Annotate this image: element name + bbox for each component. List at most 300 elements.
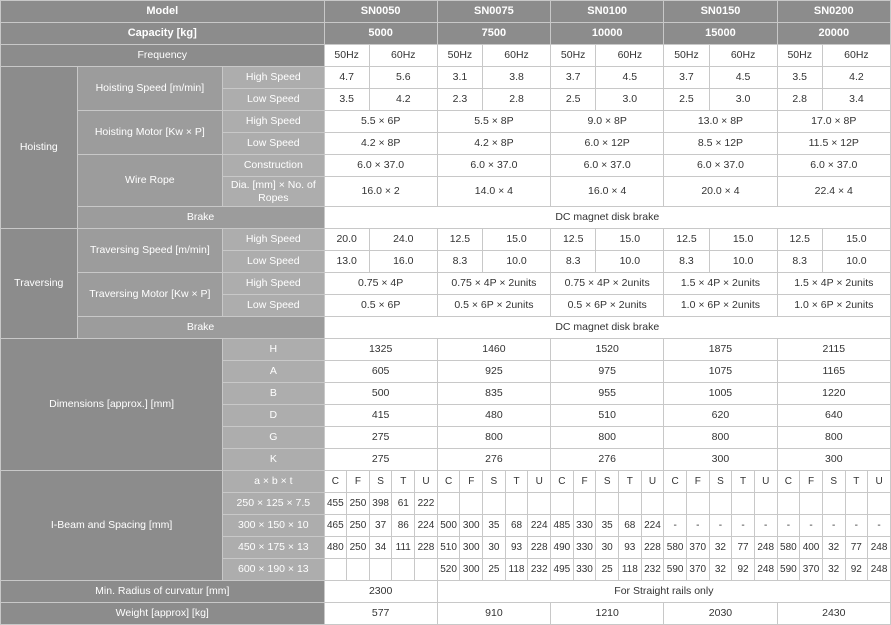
- hoisting-motor-high-value: 5.5 × 8P: [437, 111, 550, 133]
- ibeam-value: [415, 559, 438, 581]
- construction-value: 6.0 × 37.0: [551, 155, 664, 177]
- traversing-motor-low-value: 1.0 × 6P × 2units: [664, 295, 777, 317]
- ibeam-col-header: U: [528, 471, 551, 493]
- traversing-motor-low-value: 0.5 × 6P × 2units: [437, 295, 550, 317]
- ibeam-col-header: F: [347, 471, 370, 493]
- traversing-brake-value: DC magnet disk brake: [324, 317, 890, 339]
- dia-value: 16.0 × 4: [551, 177, 664, 207]
- ibeam-value: -: [868, 515, 891, 537]
- dimension-value: 275: [324, 449, 437, 471]
- hoisting-speed-high-value: 3.5: [777, 67, 822, 89]
- ibeam-value: 93: [505, 537, 528, 559]
- hoisting-speed-low-value: 2.3: [437, 89, 482, 111]
- ibeam-header-row: [1, 471, 891, 493]
- low-speed-label: Low Speed: [223, 89, 324, 111]
- ibeam-value: 32: [709, 537, 732, 559]
- hoisting-speed-high-value: 3.1: [437, 67, 482, 89]
- dimension-value: 800: [437, 427, 550, 449]
- ibeam-value: [573, 493, 596, 515]
- hoisting-speed-label: Hoisting Speed [m/min]: [77, 67, 223, 111]
- ibeam-value: -: [845, 515, 868, 537]
- ibeam-value: -: [777, 515, 800, 537]
- ibeam-value: [732, 493, 755, 515]
- ibeam-value: [324, 559, 347, 581]
- ibeam-value: 465: [324, 515, 347, 537]
- hoisting-speed-high-value: 3.7: [664, 67, 709, 89]
- ibeam-value: 300: [460, 537, 483, 559]
- hoisting-motor-high-value: 9.0 × 8P: [551, 111, 664, 133]
- wire-rope-label: Wire Rope: [77, 155, 223, 207]
- freq-50: 50Hz: [664, 45, 709, 67]
- ibeam-col-header: C: [664, 471, 687, 493]
- ibeam-value: 34: [369, 537, 392, 559]
- ibeam-value: 370: [686, 559, 709, 581]
- ibeam-value: 232: [528, 559, 551, 581]
- dimension-value: 2115: [777, 339, 890, 361]
- dia-value: 16.0 × 2: [324, 177, 437, 207]
- traversing-brake-row: [1, 317, 891, 339]
- ibeam-value: [868, 493, 891, 515]
- capacity-4: 20000: [777, 23, 890, 45]
- ibeam-value: -: [686, 515, 709, 537]
- capacity-label: Capacity [kg]: [1, 23, 325, 45]
- traversing-speed-high-value: 15.0: [822, 229, 890, 251]
- ibeam-value: [845, 493, 868, 515]
- traversing-speed-low-value: 8.3: [437, 251, 482, 273]
- hoisting-speed-low-value: 3.0: [709, 89, 777, 111]
- traversing-speed-high-value: 12.5: [777, 229, 822, 251]
- dimension-row: [1, 339, 891, 361]
- freq-50: 50Hz: [437, 45, 482, 67]
- dimension-value: 1460: [437, 339, 550, 361]
- dimension-value: 800: [777, 427, 890, 449]
- ibeam-col-header: S: [369, 471, 392, 493]
- hoisting-speed-high-value: 4.5: [709, 67, 777, 89]
- hoisting-speed-high-value: 4.5: [596, 67, 664, 89]
- dimension-value: 276: [551, 449, 664, 471]
- hoisting-speed-low-value: 3.0: [596, 89, 664, 111]
- hoisting-motor-low-value: 6.0 × 12P: [551, 133, 664, 155]
- radius-label: Min. Radius of curvatur [mm]: [1, 581, 325, 603]
- ibeam-value: 490: [551, 537, 574, 559]
- radius-value: 2300: [324, 581, 437, 603]
- ibeam-value: 232: [641, 559, 664, 581]
- model-label: Model: [1, 1, 325, 23]
- ibeam-value: [709, 493, 732, 515]
- construction-value: 6.0 × 37.0: [324, 155, 437, 177]
- hoisting-speed-low-value: 3.5: [324, 89, 369, 111]
- ibeam-value: 228: [528, 537, 551, 559]
- weight-value: 577: [324, 603, 437, 625]
- dia-label: Dia. [mm] × No. of Ropes: [223, 177, 324, 207]
- ibeam-col-header: T: [845, 471, 868, 493]
- traversing-motor-low-value: 0.5 × 6P × 2units: [551, 295, 664, 317]
- radius-note: For Straight rails only: [437, 581, 890, 603]
- ibeam-value: 77: [732, 537, 755, 559]
- ibeam-value: 590: [777, 559, 800, 581]
- traversing-motor-high-value: 0.75 × 4P × 2units: [551, 273, 664, 295]
- ibeam-value: 480: [324, 537, 347, 559]
- brake-label: Brake: [77, 207, 324, 229]
- hoisting-motor-low-value: 4.2 × 8P: [324, 133, 437, 155]
- ibeam-col-header: T: [618, 471, 641, 493]
- ibeam-value: -: [664, 515, 687, 537]
- model-4: SN0200: [777, 1, 890, 23]
- dimension-key: D: [223, 405, 324, 427]
- high-speed-label: High Speed: [223, 273, 324, 295]
- ibeam-value: 30: [483, 537, 506, 559]
- freq-60: 60Hz: [596, 45, 664, 67]
- ibeam-value: [437, 493, 460, 515]
- hoisting-motor-label: Hoisting Motor [Kw × P]: [77, 111, 223, 155]
- frequency-label: Frequency: [1, 45, 325, 67]
- ibeam-value: 32: [709, 559, 732, 581]
- capacity-0: 5000: [324, 23, 437, 45]
- ibeam-value: 35: [596, 515, 619, 537]
- ibeam-value: 250: [347, 493, 370, 515]
- ibeam-value: 580: [777, 537, 800, 559]
- hoisting-motor-high-row: [1, 111, 891, 133]
- ibeam-col-header: S: [822, 471, 845, 493]
- hoisting-speed-low-value: 2.5: [664, 89, 709, 111]
- ibeam-value: [664, 493, 687, 515]
- dimension-value: 276: [437, 449, 550, 471]
- weight-label: Weight [approx] [kg]: [1, 603, 325, 625]
- ibeam-value: 300: [460, 515, 483, 537]
- ibeam-col-header: T: [732, 471, 755, 493]
- ibeam-col-header: C: [551, 471, 574, 493]
- traversing-speed-high-value: 12.5: [664, 229, 709, 251]
- high-speed-label: High Speed: [223, 111, 324, 133]
- ibeam-value: 92: [845, 559, 868, 581]
- ibeam-value: -: [754, 515, 777, 537]
- ibeam-value: 400: [800, 537, 823, 559]
- ibeam-value: [596, 493, 619, 515]
- ibeam-value: 37: [369, 515, 392, 537]
- dimension-value: 925: [437, 361, 550, 383]
- ibeam-value: [551, 493, 574, 515]
- ibeam-value: 93: [618, 537, 641, 559]
- hoisting-speed-high-row: [1, 67, 891, 89]
- traversing-speed-high-value: 15.0: [709, 229, 777, 251]
- ibeam-col-header: C: [437, 471, 460, 493]
- ibeam-col-header: U: [754, 471, 777, 493]
- axt-label: a × b × t: [223, 471, 324, 493]
- dimension-value: 415: [324, 405, 437, 427]
- capacity-2: 10000: [551, 23, 664, 45]
- dimension-value: 800: [551, 427, 664, 449]
- hoisting-brake-value: DC magnet disk brake: [324, 207, 890, 229]
- ibeam-value: 30: [596, 537, 619, 559]
- traversing-speed-high-value: 24.0: [369, 229, 437, 251]
- ibeam-value: 32: [822, 537, 845, 559]
- high-speed-label: High Speed: [223, 229, 324, 251]
- hoisting-motor-low-value: 4.2 × 8P: [437, 133, 550, 155]
- dimension-value: 620: [664, 405, 777, 427]
- ibeam-value: 248: [754, 559, 777, 581]
- dimension-key: K: [223, 449, 324, 471]
- dimension-key: G: [223, 427, 324, 449]
- ibeam-value: [822, 493, 845, 515]
- ibeam-value: -: [800, 515, 823, 537]
- construction-value: 6.0 × 37.0: [664, 155, 777, 177]
- ibeam-value: [754, 493, 777, 515]
- dimension-value: 640: [777, 405, 890, 427]
- traversing-speed-low-value: 8.3: [551, 251, 596, 273]
- traversing-speed-high-value: 12.5: [551, 229, 596, 251]
- weight-value: 1210: [551, 603, 664, 625]
- traversing-motor-low-value: 1.0 × 6P × 2units: [777, 295, 890, 317]
- ibeam-value: -: [709, 515, 732, 537]
- ibeam-value: 248: [868, 559, 891, 581]
- construction-value: 6.0 × 37.0: [777, 155, 890, 177]
- traversing-speed-label: Traversing Speed [m/min]: [77, 229, 223, 273]
- traversing-speed-low-value: 8.3: [777, 251, 822, 273]
- ibeam-value: [800, 493, 823, 515]
- ibeam-value: [483, 493, 506, 515]
- freq-60: 60Hz: [822, 45, 890, 67]
- ibeam-value: 510: [437, 537, 460, 559]
- hoisting-speed-high-value: 3.7: [551, 67, 596, 89]
- capacity-3: 15000: [664, 23, 777, 45]
- ibeam-value: 118: [505, 559, 528, 581]
- hoisting-motor-low-value: 8.5 × 12P: [664, 133, 777, 155]
- ibeam-label: I-Beam and Spacing [mm]: [1, 471, 223, 581]
- dia-value: 14.0 × 4: [437, 177, 550, 207]
- ibeam-value: [505, 493, 528, 515]
- dimension-value: 510: [551, 405, 664, 427]
- ibeam-value: 68: [618, 515, 641, 537]
- weight-row: [1, 603, 891, 625]
- ibeam-value: 580: [664, 537, 687, 559]
- ibeam-value: [392, 559, 415, 581]
- dia-value: 20.0 × 4: [664, 177, 777, 207]
- weight-value: 2030: [664, 603, 777, 625]
- model-1: SN0075: [437, 1, 550, 23]
- weight-value: 910: [437, 603, 550, 625]
- hoisting-speed-low-value: 4.2: [369, 89, 437, 111]
- ibeam-value: [641, 493, 664, 515]
- dimension-value: 500: [324, 383, 437, 405]
- ibeam-value: 330: [573, 515, 596, 537]
- freq-60: 60Hz: [369, 45, 437, 67]
- ibeam-col-header: C: [324, 471, 347, 493]
- ibeam-value: 370: [800, 559, 823, 581]
- ibeam-value: -: [732, 515, 755, 537]
- dimension-value: 300: [664, 449, 777, 471]
- hoisting-speed-high-value: 4.7: [324, 67, 369, 89]
- ibeam-col-header: S: [483, 471, 506, 493]
- hoisting-speed-high-value: 3.8: [483, 67, 551, 89]
- hoisting-speed-low-value: 3.4: [822, 89, 890, 111]
- traversing-speed-low-value: 8.3: [664, 251, 709, 273]
- ibeam-value: 330: [573, 537, 596, 559]
- traversing-motor-high-value: 1.5 × 4P × 2units: [664, 273, 777, 295]
- ibeam-value: [686, 493, 709, 515]
- low-speed-label: Low Speed: [223, 295, 324, 317]
- brake-label: Brake: [77, 317, 324, 339]
- dimension-value: 1075: [664, 361, 777, 383]
- dimension-value: 955: [551, 383, 664, 405]
- traversing-speed-low-value: 13.0: [324, 251, 369, 273]
- ibeam-value: 111: [392, 537, 415, 559]
- capacity-row: [1, 23, 891, 45]
- ibeam-col-header: U: [868, 471, 891, 493]
- ibeam-value: [369, 559, 392, 581]
- model-2: SN0100: [551, 1, 664, 23]
- traversing-motor-high-value: 0.75 × 4P × 2units: [437, 273, 550, 295]
- dimension-value: 605: [324, 361, 437, 383]
- ibeam-value: 86: [392, 515, 415, 537]
- frequency-row: [1, 45, 891, 67]
- freq-60: 60Hz: [709, 45, 777, 67]
- dimension-value: 275: [324, 427, 437, 449]
- hoisting-speed-high-value: 4.2: [822, 67, 890, 89]
- ibeam-size: 250 × 125 × 7.5: [223, 493, 324, 515]
- freq-60: 60Hz: [483, 45, 551, 67]
- hoisting-motor-low-value: 11.5 × 12P: [777, 133, 890, 155]
- traversing-speed-high-value: 15.0: [483, 229, 551, 251]
- hoisting-brake-row: [1, 207, 891, 229]
- ibeam-value: 455: [324, 493, 347, 515]
- dimension-value: 800: [664, 427, 777, 449]
- ibeam-value: [528, 493, 551, 515]
- ibeam-col-header: F: [800, 471, 823, 493]
- dia-value: 22.4 × 4: [777, 177, 890, 207]
- dimension-key: B: [223, 383, 324, 405]
- dimension-value: 1325: [324, 339, 437, 361]
- ibeam-value: 118: [618, 559, 641, 581]
- dimensions-label: Dimensions [approx.] [mm]: [1, 339, 223, 471]
- dimension-value: 1220: [777, 383, 890, 405]
- ibeam-value: [460, 493, 483, 515]
- ibeam-value: [777, 493, 800, 515]
- dimension-value: 300: [777, 449, 890, 471]
- ibeam-size: 300 × 150 × 10: [223, 515, 324, 537]
- ibeam-value: 61: [392, 493, 415, 515]
- hoisting-speed-low-value: 2.5: [551, 89, 596, 111]
- ibeam-value: [347, 559, 370, 581]
- ibeam-value: 77: [845, 537, 868, 559]
- low-speed-label: Low Speed: [223, 133, 324, 155]
- ibeam-value: 35: [483, 515, 506, 537]
- hoisting-label: Hoisting: [1, 67, 78, 229]
- radius-row: [1, 581, 891, 603]
- model-0: SN0050: [324, 1, 437, 23]
- traversing-speed-low-value: 16.0: [369, 251, 437, 273]
- weight-value: 2430: [777, 603, 890, 625]
- ibeam-value: 330: [573, 559, 596, 581]
- traversing-speed-high-value: 15.0: [596, 229, 664, 251]
- ibeam-value: 250: [347, 537, 370, 559]
- traversing-speed-low-value: 10.0: [483, 251, 551, 273]
- traversing-motor-high-value: 0.75 × 4P: [324, 273, 437, 295]
- ibeam-value: 370: [686, 537, 709, 559]
- dimension-value: 975: [551, 361, 664, 383]
- model-3: SN0150: [664, 1, 777, 23]
- ibeam-col-header: F: [460, 471, 483, 493]
- ibeam-value: 300: [460, 559, 483, 581]
- traversing-motor-high-row: [1, 273, 891, 295]
- dimension-value: 835: [437, 383, 550, 405]
- traversing-speed-high-row: [1, 229, 891, 251]
- low-speed-label: Low Speed: [223, 251, 324, 273]
- ibeam-value: 25: [596, 559, 619, 581]
- traversing-speed-high-value: 20.0: [324, 229, 369, 251]
- dimension-value: 1520: [551, 339, 664, 361]
- ibeam-value: 590: [664, 559, 687, 581]
- ibeam-value: 248: [868, 537, 891, 559]
- ibeam-size: 600 × 190 × 13: [223, 559, 324, 581]
- ibeam-col-header: T: [392, 471, 415, 493]
- high-speed-label: High Speed: [223, 67, 324, 89]
- dimension-key: H: [223, 339, 324, 361]
- dimension-value: 1875: [664, 339, 777, 361]
- hoisting-motor-high-value: 13.0 × 8P: [664, 111, 777, 133]
- ibeam-value: 520: [437, 559, 460, 581]
- ibeam-value: 68: [505, 515, 528, 537]
- ibeam-value: 250: [347, 515, 370, 537]
- ibeam-value: 224: [415, 515, 438, 537]
- ibeam-value: 224: [528, 515, 551, 537]
- dimension-value: 480: [437, 405, 550, 427]
- ibeam-value: 25: [483, 559, 506, 581]
- hoisting-motor-high-value: 17.0 × 8P: [777, 111, 890, 133]
- hoisting-speed-low-value: 2.8: [483, 89, 551, 111]
- ibeam-value: 92: [732, 559, 755, 581]
- ibeam-col-header: C: [777, 471, 800, 493]
- traversing-motor-low-value: 0.5 × 6P: [324, 295, 437, 317]
- ibeam-col-header: T: [505, 471, 528, 493]
- dimension-value: 1005: [664, 383, 777, 405]
- ibeam-col-header: F: [573, 471, 596, 493]
- dimension-value: 1165: [777, 361, 890, 383]
- hoisting-speed-low-value: 2.8: [777, 89, 822, 111]
- traversing-speed-low-value: 10.0: [596, 251, 664, 273]
- ibeam-value: 248: [754, 537, 777, 559]
- dimension-key: A: [223, 361, 324, 383]
- model-row: [1, 1, 891, 23]
- ibeam-col-header: F: [686, 471, 709, 493]
- ibeam-value: 500: [437, 515, 460, 537]
- ibeam-value: [618, 493, 641, 515]
- ibeam-value: 228: [641, 537, 664, 559]
- capacity-1: 7500: [437, 23, 550, 45]
- ibeam-col-header: S: [709, 471, 732, 493]
- traversing-speed-low-value: 10.0: [709, 251, 777, 273]
- ibeam-value: 398: [369, 493, 392, 515]
- ibeam-value: 222: [415, 493, 438, 515]
- traversing-speed-high-value: 12.5: [437, 229, 482, 251]
- construction-label: Construction: [223, 155, 324, 177]
- ibeam-value: 495: [551, 559, 574, 581]
- freq-50: 50Hz: [551, 45, 596, 67]
- construction-value: 6.0 × 37.0: [437, 155, 550, 177]
- ibeam-value: 485: [551, 515, 574, 537]
- ibeam-value: -: [822, 515, 845, 537]
- hoisting-speed-high-value: 5.6: [369, 67, 437, 89]
- traversing-speed-low-value: 10.0: [822, 251, 890, 273]
- traversing-motor-label: Traversing Motor [Kw × P]: [77, 273, 223, 317]
- hoisting-motor-high-value: 5.5 × 6P: [324, 111, 437, 133]
- ibeam-col-header: S: [596, 471, 619, 493]
- ibeam-value: 228: [415, 537, 438, 559]
- freq-50: 50Hz: [777, 45, 822, 67]
- wire-rope-construction-row: [1, 155, 891, 177]
- ibeam-size: 450 × 175 × 13: [223, 537, 324, 559]
- ibeam-col-header: U: [641, 471, 664, 493]
- freq-50: 50Hz: [324, 45, 369, 67]
